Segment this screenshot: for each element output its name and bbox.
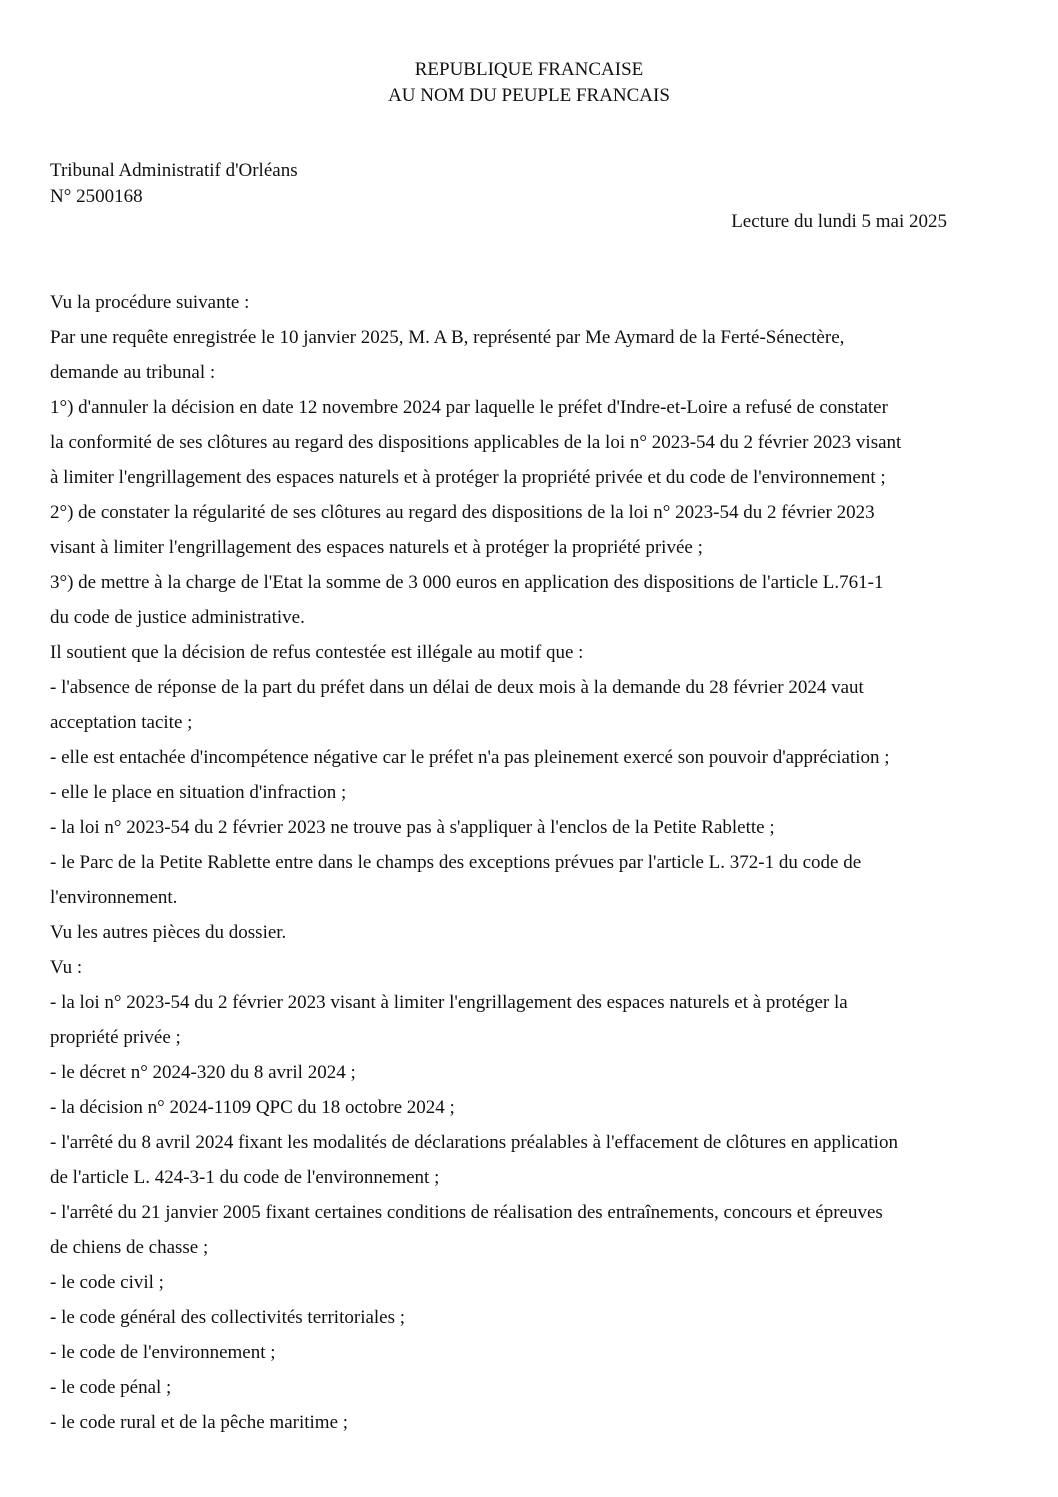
- body-line: - elle le place en situation d'infraction ;: [50, 782, 347, 803]
- body-line: 2°) de constater la régularité de ses clôtures au regard des dispositions de la loi n° 2023-54 du 2 février 2023: [50, 502, 875, 523]
- body-line: de l'article L. 424-3-1 du code de l'environnement ;: [50, 1167, 440, 1188]
- body-line: - le code pénal ;: [50, 1377, 172, 1398]
- body-line: - l'arrêté du 21 janvier 2005 fixant certaines conditions de réalisation des entraînements, concours et épreuves: [50, 1202, 883, 1223]
- body-line: Vu :: [50, 957, 83, 978]
- case-number: N° 2500168: [50, 186, 143, 207]
- body-line: - l'absence de réponse de la part du préfet dans un délai de deux mois à la demande du 28 février 2024 vaut: [50, 677, 864, 698]
- document-header: [0, 57, 1058, 109]
- body-line: visant à limiter l'engrillagement des espaces naturels et à protéger la propriété privée ;: [50, 537, 703, 558]
- header-republic: REPUBLIQUE FRANCAISE: [414, 59, 644, 80]
- body-line: - le code rural et de la pêche maritime ;: [50, 1412, 349, 1433]
- body-line: - le code général des collectivités territoriales ;: [50, 1307, 406, 1328]
- body-line: à limiter l'engrillagement des espaces naturels et à protéger la propriété privée et du code de l'environnement ;: [50, 467, 886, 488]
- body-line: - le décret n° 2024-320 du 8 avril 2024 ;: [50, 1062, 356, 1083]
- body-line: Il soutient que la décision de refus contestée est illégale au motif que :: [50, 642, 584, 663]
- body-line: Par une requête enregistrée le 10 janvier 2025, M. A B, représenté par Me Aymard de la Ferté-Sénectère,: [50, 327, 845, 348]
- body-line: de chiens de chasse ;: [50, 1237, 209, 1258]
- body-line: - la décision n° 2024-1109 QPC du 18 octobre 2024 ;: [50, 1097, 455, 1118]
- body-line: du code de justice administrative.: [50, 607, 305, 628]
- court-name: Tribunal Administratif d'Orléans: [50, 160, 298, 181]
- body-line: la conformité de ses clôtures au regard des dispositions applicables de la loi n° 2023-54 du 2 février 2023 visant: [50, 432, 902, 453]
- body-line: - la loi n° 2023-54 du 2 février 2023 visant à limiter l'engrillagement des espaces naturels et à protéger la: [50, 992, 848, 1013]
- body-line: propriété privée ;: [50, 1027, 181, 1048]
- document-body: [50, 285, 1010, 1440]
- body-line: - elle est entachée d'incompétence négative car le préfet n'a pas pleinement exercé son pouvoir d'appréciation ;: [50, 747, 890, 768]
- body-line: l'environnement.: [50, 887, 178, 908]
- body-line: - le Parc de la Petite Rablette entre dans le champs des exceptions prévues par l'article L. 372-1 du code de: [50, 852, 862, 873]
- court-block: [50, 158, 298, 210]
- reading-date: Lecture du lundi 5 mai 2025: [731, 211, 947, 232]
- body-line: 3°) de mettre à la charge de l'Etat la somme de 3 000 euros en application des dispositions de l'article L.761-1: [50, 572, 884, 593]
- body-line: acceptation tacite ;: [50, 712, 193, 733]
- body-line: Vu la procédure suivante :: [50, 292, 250, 313]
- body-line: demande au tribunal :: [50, 362, 216, 383]
- body-line: Vu les autres pièces du dossier.: [50, 922, 287, 943]
- body-line: - l'arrêté du 8 avril 2024 fixant les modalités de déclarations préalables à l'effacement de clôtures en application: [50, 1132, 898, 1153]
- header-people: AU NOM DU PEUPLE FRANCAIS: [388, 85, 670, 106]
- body-line: - la loi n° 2023-54 du 2 février 2023 ne trouve pas à s'appliquer à l'enclos de la Petite Rablette ;: [50, 817, 775, 838]
- body-line: - le code de l'environnement ;: [50, 1342, 276, 1363]
- body-line: - le code civil ;: [50, 1272, 164, 1293]
- body-line: 1°) d'annuler la décision en date 12 novembre 2024 par laquelle le préfet d'Indre-et-Loire a refusé de constater: [50, 397, 888, 418]
